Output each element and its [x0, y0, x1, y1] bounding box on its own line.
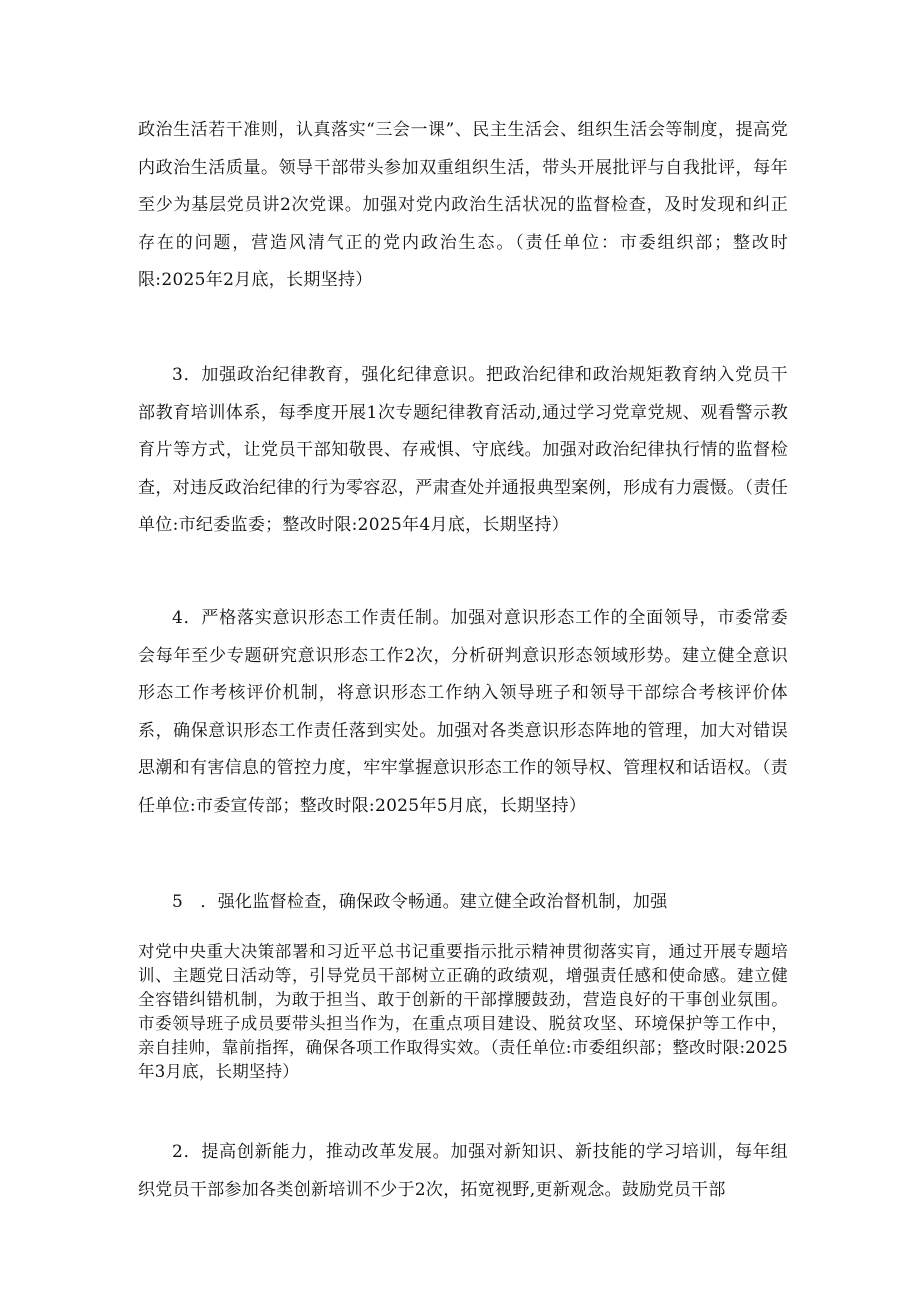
paragraph-item-3-political-discipline: 3．加强政治纪律教育，强化纪律意识。把政治纪律和政治规矩教育纳入党员干部教育培训体系，每季度开展1次专题纪律教育活动,通过学习党章党规、观看警示教育片等方式，让党员干部知敬畏、存戒惧、守底线。加强对政治纪律执行情的监督检查，对违反政治纪律的行为零容忍，严肃查处并通报典型案例，形成有力震慑。（责任单位:市纪委监委；整改时限:2025年4月底，长期坚持） [138, 365, 788, 535]
paragraph-party-political-life: 政治生活若干准则，认真落实“三会一课”、民主生活会、组织生活会等制度，提高党内政治生活质量。领导干部带头参加双重组织生活，带头开展批评与自我批评，每年至少为基层党员讲2次党课。加强对党内政治生活状况的监督检查，及时发现和纠正存在的问题，营造风清气正的党内政治生态。（责任单位：市委组织部；整改时限:2025年2月底，长期坚持） [138, 120, 788, 290]
paragraph-item-4-ideology-responsibility: 4．严格落实意识形态工作责任制。加强对意识形态工作的全面领导，市委常委会每年至少专题研究意识形态工作2次，分析研判意识形态领域形势。建立健全意识形态工作考核评价机制，将意识形态工作纳入领导班子和领导干部综合考核评价体系，确保意识形态工作责任落到实处。加强对各类意识形态阵地的管理，加大对错误思潮和有害信息的管控力度，牢牢掌握意识形态工作的领导权、管理权和话语权。（责任单位:市委宣传部；整改时限:2025年5月底，长期坚持） [138, 608, 788, 816]
paragraph-item-5-heading: 5 ．强化监督检查，确保政令畅通。建立健全政治督机制，加强 [172, 892, 668, 912]
paragraph-item-2-innovation: 2．提高创新能力，推动改革发展。加强对新知识、新技能的学习培训，每年组织党员干部参加各类创新培训不少于2次，拓宽视野,更新观念。鼓励党员干部 [138, 1142, 788, 1200]
paragraph-item-5-body: 对党中央重大决策部署和习近平总书记重要指示批示精神贯彻落实肓，通过开展专题培训、主题党日活动等，引导党员干部树立正确的政绩观，增强责任感和使命感。建立健全容错纠错机制，为敢于担当、敢于创新的干部撑腰鼓劲，营造良好的干事创业氛围。市委领导班子成员要带头担当作为，在重点项目建设、脱贫攻坚、环境保护等工作中，亲自挂帅，靠前指挥，确保各项工作取得实效。（责任单位:市委组织部；整改时限:2025年3月底，长期坚持） [138, 942, 788, 1081]
